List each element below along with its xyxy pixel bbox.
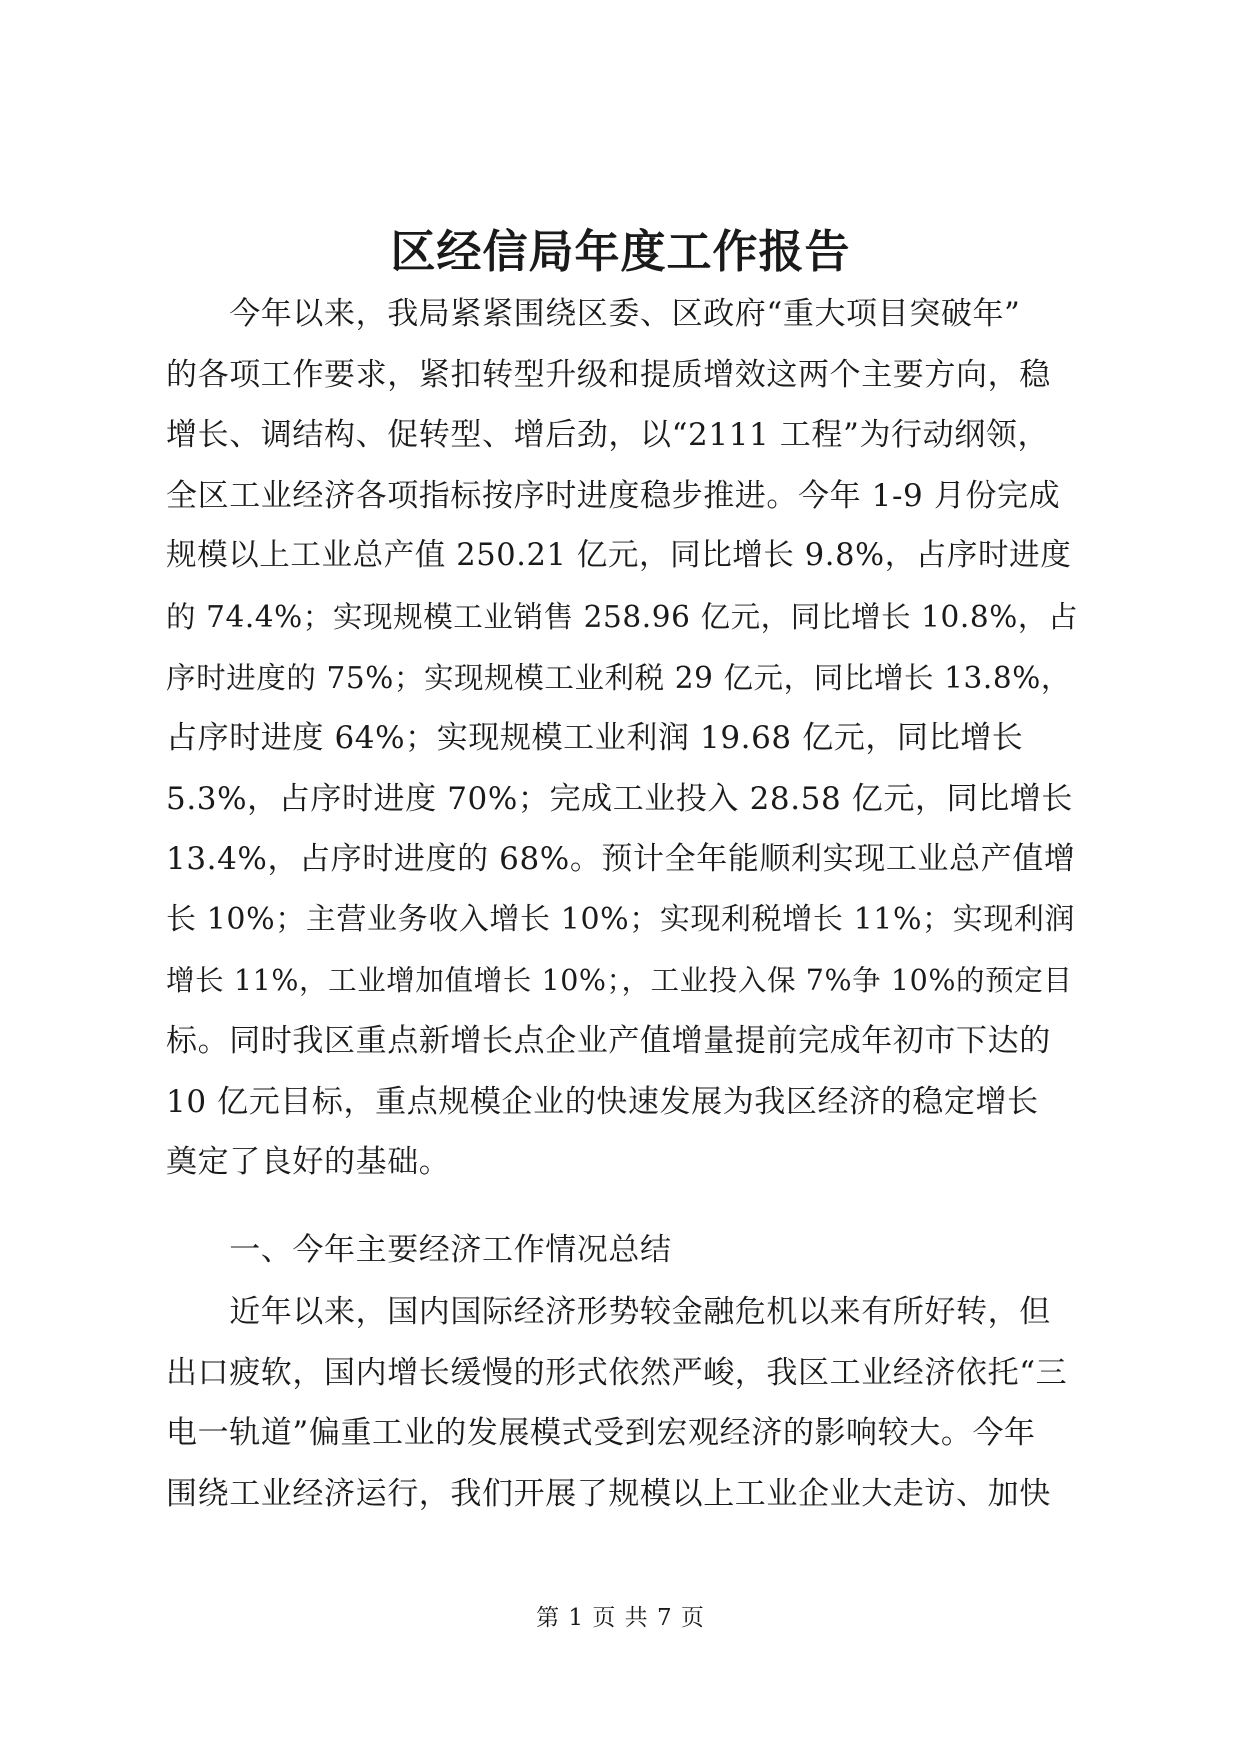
- text-line: 出口疲软，国内增长缓慢的形式依然严峻，我区工业经济依托“三: [166, 1354, 1068, 1391]
- text-line: 10 亿元目标，重点规模企业的快速发展为我区经济的稳定增长: [166, 1083, 1039, 1120]
- section-heading: [166, 1220, 1080, 1281]
- page-footer: 第 1 页 共 7 页: [536, 1605, 705, 1631]
- text-line: 的各项工作要求，紧扣转型升级和提质增效这两个主要方向，稳: [166, 356, 1051, 393]
- text-line: 占序时进度 64%；实现规模工业利润 19.68 亿元，同比增长: [166, 720, 1024, 757]
- text-line: 的 74.4%；实现规模工业销售 258.96 亿元，同比增长 10.8%，占: [166, 599, 1079, 634]
- text-line: 规模以上工业总产值 250.21 亿元，同比增长 9.8%，占序时进度: [166, 538, 1072, 574]
- document-title: 区经信局年度工作报告: [390, 225, 851, 278]
- text-line: 标。同时我区重点新增长点企业产值增量提前完成年初市下达的: [166, 1023, 1051, 1060]
- text-line: 13.4%，占序时进度的 68%。预计全年能顺利实现工业总产值增: [166, 841, 1076, 878]
- text-line: 电一轨道”偏重工业的发展模式受到宏观经济的影响较大。今年: [166, 1415, 1036, 1452]
- text-line: 全区工业经济各项指标按序时进度稳步推进。今年 1-9 月份完成: [166, 477, 1061, 514]
- text-line: 增长 11%，工业增加值增长 10%；，工业投入保 7%争 10%的预定目: [166, 963, 1073, 997]
- text-line: 长 10%；主营业务收入增长 10%；实现利税增长 11%；实现利润: [166, 901, 1076, 937]
- paragraph-intro: [166, 284, 1080, 1193]
- text-line: 今年以来，我局紧紧围绕区委、区政府“重大项目突破年”: [166, 296, 1021, 332]
- text-line: 围绕工业经济运行，我们开展了规模以上工业企业大走访、加快: [166, 1475, 1051, 1512]
- text-line: 奠定了良好的基础。: [166, 1144, 451, 1181]
- text-line: 近年以来，国内国际经济形势较金融危机以来有所好转，但: [166, 1294, 1051, 1330]
- text-line: 序时进度的 75%；实现规模工业利税 29 亿元，同比增长 13.8%，: [166, 660, 1071, 695]
- text-line: 5.3%，占序时进度 70%；完成工业投入 28.58 亿元，同比增长: [166, 780, 1073, 817]
- text-line: 增长、调结构、促转型、增后劲，以“2111 工程”为行动纲领，: [166, 417, 1050, 454]
- paragraph-summary: [166, 1282, 1080, 1524]
- section-heading-text: 一、今年主要经济工作情况总结: [166, 1232, 672, 1268]
